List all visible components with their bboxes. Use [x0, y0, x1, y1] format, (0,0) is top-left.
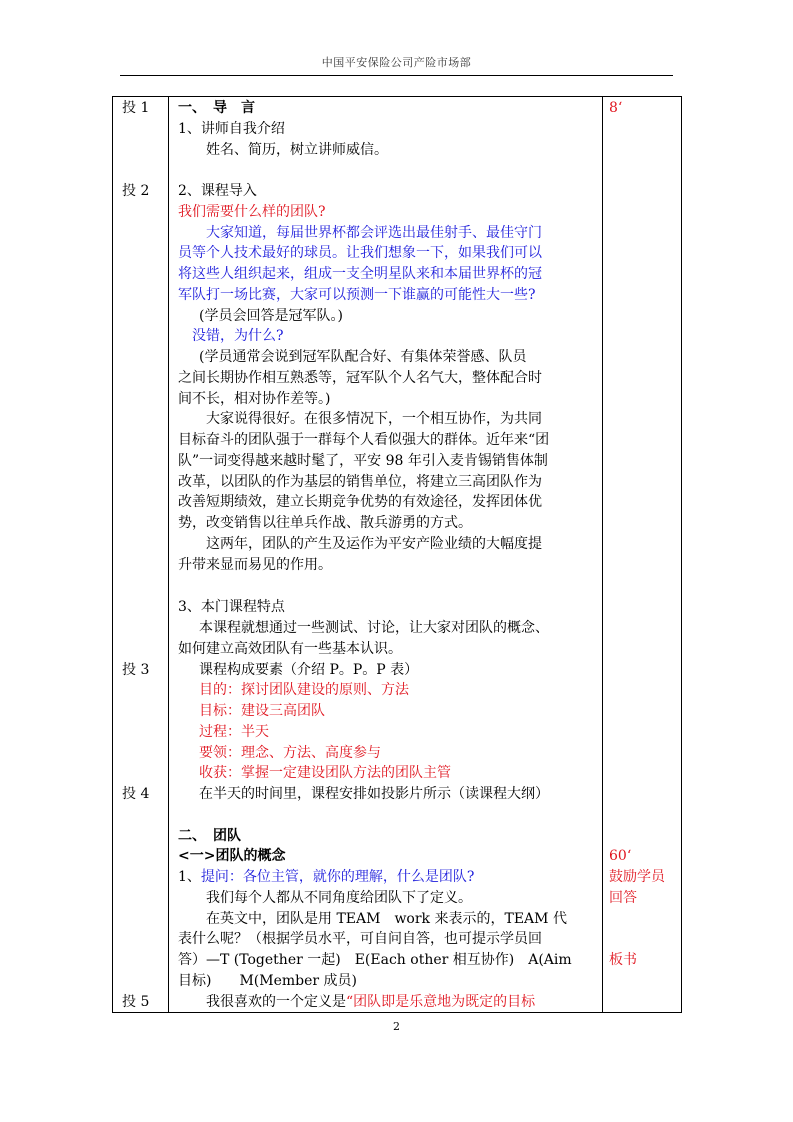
question-heading: 我们需要什么样的团队?	[178, 204, 326, 220]
paragraph: 在半天的时间里，课程安排如投影片所示（读课程大纲）	[199, 786, 549, 802]
time-note: 8‘	[609, 100, 623, 116]
paragraph: 大家知道，每届世界杯都会评选出最佳射手、最佳守门	[206, 225, 542, 241]
paragraph: 军队打一场比赛，大家可以预测一下谁赢的可能性大一些?	[178, 287, 536, 303]
section-title: 二、 团队	[178, 828, 241, 844]
paragraph: (学员通常会说到冠军队配合好、有集体荣誉感、队员	[199, 349, 527, 365]
paragraph: 队”一词变得越来越时髦了，平安 98 年引入麦肯锡销售体制	[178, 453, 548, 469]
lesson-plan-table	[112, 96, 682, 1013]
item-heading: 1、讲师自我介绍	[178, 121, 285, 137]
item-heading: 3、本门课程特点	[178, 599, 285, 615]
paragraph: 姓名、简历，树立讲师威信。	[206, 142, 388, 158]
time-note: 60‘	[609, 848, 632, 864]
slide-label: 投 1	[122, 100, 150, 116]
course-element: 过程：半天	[199, 724, 269, 740]
item-heading: 2、课程导入	[178, 183, 257, 199]
paragraph: 如何建立高效团队有一些基本认识。	[178, 641, 402, 657]
subsection-title: <一>团队的概念	[178, 848, 286, 864]
course-element: 要领：理念、方法、高度参与	[199, 745, 381, 761]
notes-column	[603, 97, 682, 1013]
paragraph: 在英文中，团队是用 TEAM work 来表示的，TEAM 代	[206, 911, 567, 927]
paragraph: 升带来显而易见的作用。	[178, 557, 332, 573]
paragraph: 本课程就想通过一些测试、讨论，让大家对团队的概念、	[199, 620, 549, 636]
table-row	[113, 97, 682, 1013]
paragraph: 没错，为什么?	[192, 328, 284, 344]
paragraph: 将这些人组织起来，组成一支全明星队来和本届世界杯的冠	[178, 266, 542, 282]
section-title: 一、 导 言	[178, 100, 255, 116]
method-note: 鼓励学员	[609, 869, 665, 885]
definition-quote: “团队即是乐意地为既定的目标	[346, 994, 536, 1010]
paragraph	[206, 992, 535, 1012]
question-number: 1、	[178, 869, 201, 885]
paragraph: 课程构成要素（介绍 P。P。P 表）	[199, 662, 419, 678]
slide-label: 投 3	[122, 662, 150, 678]
paragraph: 我们每个人都从不同角度给团队下了定义。	[206, 890, 472, 906]
course-element: 收获：掌握一定建设团队方法的团队主管	[199, 765, 451, 781]
question-text: 提问：各位主管，就你的理解，什么是团队?	[200, 869, 475, 885]
method-note: 板书	[609, 952, 637, 968]
method-note: 回答	[609, 890, 637, 906]
header-rule	[120, 75, 673, 76]
question-line	[178, 867, 474, 887]
slide-label: 投 2	[122, 183, 150, 199]
content-column	[169, 97, 603, 1013]
paragraph: 大家说得很好。在很多情况下，一个相互协作，为共同	[206, 411, 542, 427]
paragraph: 答）—T (Together 一起) E(Each other 相互协作) A(Aim	[178, 952, 572, 968]
paragraph: 之间长期协作相互熟悉等，冠军队个人名气大，整体配合时	[178, 370, 542, 386]
slide-label: 投 5	[122, 994, 150, 1010]
page-header: 中国平安保险公司产险市场部	[321, 56, 472, 69]
slide-label: 投 4	[122, 786, 150, 802]
paragraph: 势，改变销售以往单兵作战、散兵游勇的方式。	[178, 515, 472, 531]
course-element: 目标：建设三高团队	[199, 703, 325, 719]
paragraph: 改革，以团队的作为基层的销售单位，将建立三高团队作为	[178, 474, 542, 490]
paragraph: (学员会回答是冠军队。)	[199, 308, 343, 324]
page-number: 2	[393, 1020, 400, 1033]
paragraph: 改善短期绩效，建立长期竞争优势的有效途径，发挥团体优	[178, 494, 542, 510]
paragraph: 目标) M(Member 成员)	[178, 973, 358, 989]
definition-intro: 我很喜欢的一个定义是	[206, 994, 346, 1010]
slide-column	[113, 97, 169, 1013]
paragraph: 员等个人技术最好的球员。让我们想象一下，如果我们可以	[178, 245, 542, 261]
paragraph: 这两年，团队的产生及运作为平安产险业绩的大幅度提	[206, 536, 542, 552]
paragraph: 表什么呢？（根据学员水平，可自问自答，也可提示学员回	[178, 931, 542, 947]
course-element: 目的：探讨团队建设的原则、方法	[199, 682, 409, 698]
paragraph: 目标奋斗的团队强于一群每个人看似强大的群体。近年来“团	[178, 432, 550, 448]
paragraph: 间不长，相对协作差等。)	[178, 391, 331, 407]
